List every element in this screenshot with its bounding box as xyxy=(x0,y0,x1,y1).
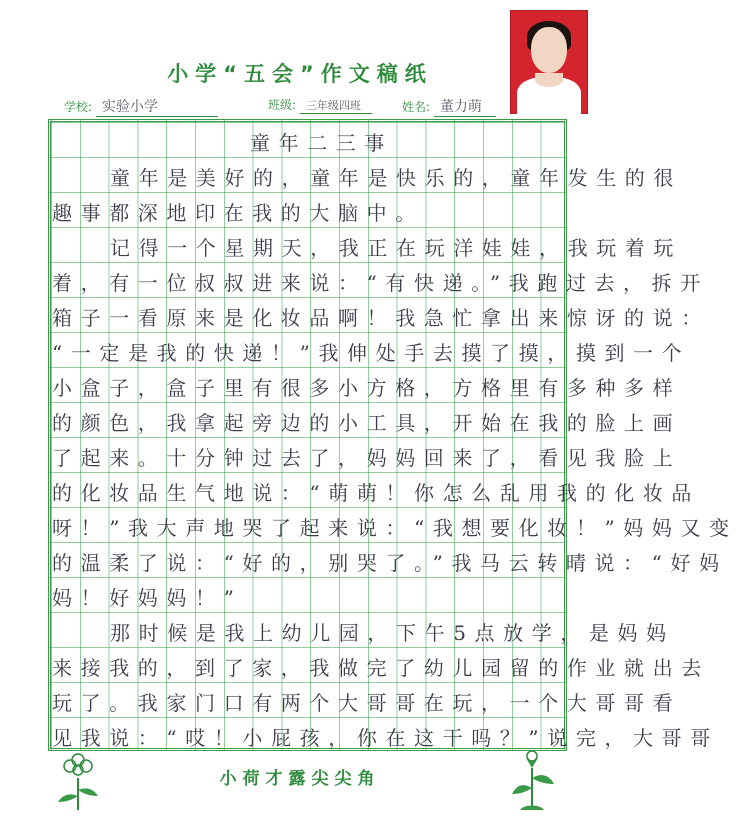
essay-line: 见我说：“哎！小屁孩，你在这干吗？”说完，大哥哥 xyxy=(52,726,719,750)
essay-line: 了起来。十分钟过去了，妈妈回来了，看见我脸上 xyxy=(52,446,682,470)
name-field xyxy=(402,96,496,116)
essay-line: 小盒子，盒子里有很多小方格，方格里有多种多样 xyxy=(52,376,682,400)
name-value: 董力萌 xyxy=(434,96,496,117)
essay-title: 童年二三事 xyxy=(250,131,393,155)
school-label: 学校: xyxy=(64,100,93,114)
essay-line: 记得一个星期天，我正在玩洋娃娃，我玩着玩 xyxy=(110,236,682,260)
essay-line: 箱子一看原来是化妆品啊！我急忙拿出来惊讶的说： xyxy=(52,306,710,330)
photo-neck xyxy=(535,73,563,87)
essay-line: 妈！好妈妈！” xyxy=(52,586,243,610)
student-photo xyxy=(510,10,588,114)
essay-line: 的温柔了说：“好的，别哭了。”我马云转晴说：“好妈 xyxy=(52,551,728,575)
name-label: 姓名: xyxy=(402,100,431,114)
essay-line: 的颜色，我拿起旁边的小工具，开始在我的脸上画 xyxy=(52,411,682,435)
essay-line: 来接我的，到了家，我做完了幼儿园留的作业就出去 xyxy=(52,656,710,680)
essay-line: 玩了。我家门口有两个大哥哥在玩，一个大哥哥看 xyxy=(52,691,682,715)
essay-line: “一定是我的快递！”我伸处手去摸了摸，摸到一个 xyxy=(52,341,691,365)
school-field xyxy=(64,96,218,116)
essay-line: 童年是美好的，童年是快乐的，童年发生的很 xyxy=(110,166,682,190)
class-value: 三年级四班 xyxy=(300,97,372,114)
essay-line: 呀！”我大声地哭了起来说：“我想要化妆！”妈妈又变 xyxy=(52,516,738,540)
class-field xyxy=(268,96,372,116)
paper-title: 小学“五会”作文稿纸 xyxy=(167,62,433,86)
essay-line: 着，有一位叔叔进来说：“有快递。”我跑过去，拆开 xyxy=(52,271,709,295)
essay-line: 的化妆品生气地说：“萌萌！你怎么乱用我的化妆品 xyxy=(52,481,701,505)
school-value: 实验小学 xyxy=(96,96,218,117)
footer-slogan: 小荷才露尖尖角 xyxy=(219,769,381,789)
essay-line: 趣事都深地印在我的大脑中。 xyxy=(52,201,424,225)
essay-line: 那时候是我上幼儿园，下午5点放学，是妈妈 xyxy=(110,621,675,645)
class-label: 班级: xyxy=(268,98,297,112)
photo-face xyxy=(531,27,567,73)
plant-decoration-icon xyxy=(500,748,564,816)
